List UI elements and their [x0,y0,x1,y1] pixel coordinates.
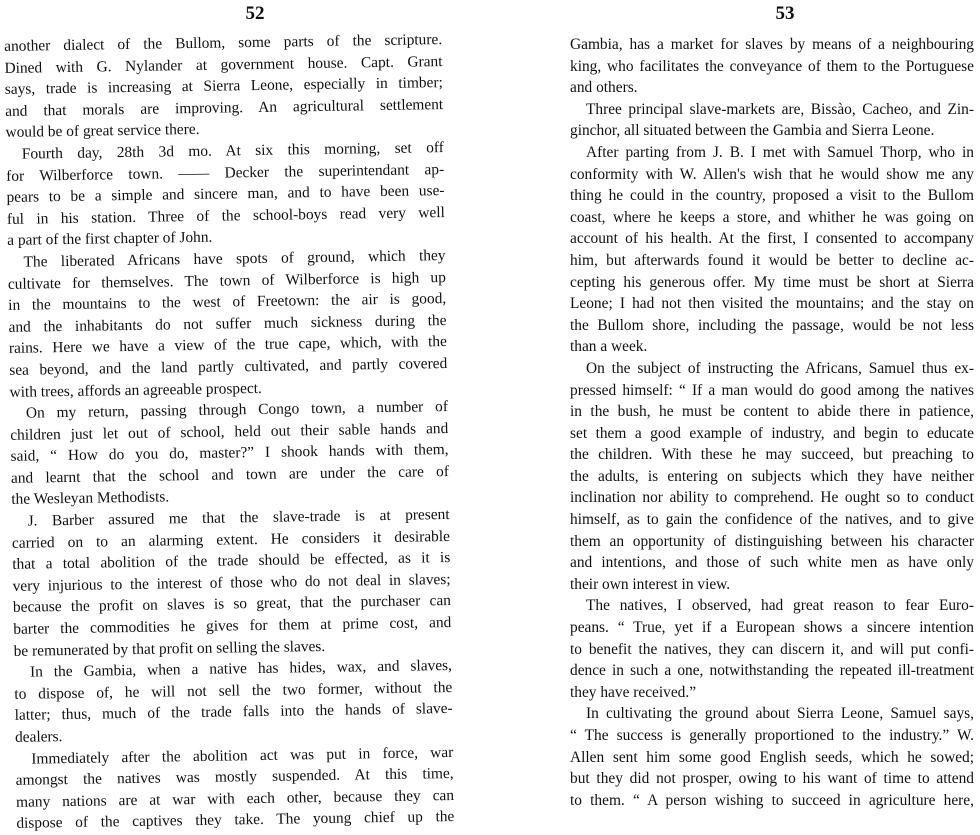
text-line: After parting from J. B. I met with Samuel Thorp, who in [586,143,974,161]
text-line: with trees, affords an agreeable prospect. [9,379,262,401]
text-line: ginchor, all situated between the Gambia and Sierra Leone. [570,122,935,140]
text-line: account of his health. At the first, I consented to accompany [570,230,974,248]
text-line: In the Gambia, when a native has hides, wax, and slaves, [29,657,453,681]
text-line: pears to be a simple and sincere man, and to have been use- [6,182,445,207]
text-line: On the subject of instructing the Africans, Samuel thus ex- [586,359,974,377]
text-line: carried on to an alarming extent. He considers it desirable [11,527,451,552]
text-line: In cultivating the ground about Sierra Leone, Samuel says, [586,705,974,723]
left-page [0,0,470,833]
page-number: 52 [245,3,265,24]
text-line: set them a good example of industry, and begin to educate [570,424,974,442]
text-line: peans. “ True, yet if a European shows a sincere intention [570,619,974,637]
text-line: very injurious to the interest of those who do not deal in slaves; [12,570,451,595]
text-line: amongst the natives was mostly suspended. At this time, [15,765,454,790]
text-line: for Wilberforce town. —— Decker the superintendant ap- [6,160,445,185]
text-line: and others. [570,79,638,97]
page-text [510,34,980,811]
text-line: Leone; I had not then visited the mountains; and the stay on [570,295,974,313]
text-line: another dialect of the Bullom, some parts of the scripture. [4,31,443,55]
text-line: and that morals are improving. An agricultural settlement [5,95,444,120]
page-text [0,29,482,835]
text-line: and intentions, and those of such white men as have only [570,554,974,572]
text-line: said, “ How do you do, master?” I shook hands with them, [10,441,449,466]
text-line: children just let out of school, held out their sable hands and [10,419,449,444]
text-line: J. Barber assured me that the slave-trade is at present [27,506,450,530]
text-line: than a week. [570,338,648,356]
text-line: that a total abolition of the trade should be effected, as it is [12,549,451,574]
text-line: to benefit the natives, they can discern it, and will put confi- [570,640,974,658]
text-line: but they did not prosper, owing to his want of time to attend [570,770,974,788]
text-line: cultivate for themselves. The town of Wilberforce is high up [7,268,446,293]
text-line: the Bullom shore, including the passage, would be not less [570,316,974,334]
text-line: barter the commodities he gives for them at prime cost, and [13,614,452,638]
text-line: Dined with G. Nylander at government house. Capt. Grant [4,52,443,77]
text-line: to dispose of, he will not sell the two former, without the [14,678,453,703]
text-line: a part of the first chapter of John. [7,229,213,250]
text-line: their own interest in view. [570,575,731,593]
text-line: would be of great service there. [5,121,200,142]
text-line: to them. “ A person wishing to succeed in agriculture here, [570,791,974,809]
text-line: ful in his station. Three of the school-boys read very well [6,203,445,228]
text-line: they have received.” [570,683,697,701]
text-line: inclination nor ability to comprehend. He ought so to conduct [570,489,974,507]
text-line: pressed himself: “ If a man would do good among the natives [570,381,974,399]
text-line: in the mountains to the west of Freetown: the air is good, [8,290,447,315]
text-line: says, trade is increasing at Sierra Leone, especially in timber; [4,74,443,99]
text-line: Immediately after the abolition act was put in force, war [31,743,454,768]
text-line: because the profit on slaves is so great, that the purchaser can [12,592,452,617]
text-line: coast, where he keeps a store, and whither he was going on [570,208,974,226]
text-line: latter; thus, much of the trade falls into the hands of slave- [14,700,453,725]
text-line: himself, as to gain the confidence of the natives, and to give [570,511,974,529]
text-line: Three principal slave-markets are, Bissào, Cacheo, and Zin- [586,100,974,118]
text-line: dispose of the captives they take. The young chief up the [16,808,455,833]
text-line: The natives, I observed, had great reason to fear Euro- [586,597,974,615]
right-page [510,0,980,809]
text-line: The liberated Africans have spots of ground, which they [23,246,446,271]
text-line: Gambia, has a market for slaves by means of a neighbouring [570,36,974,53]
text-line: thing he could in the country, proposed a visit to the Bullom [570,187,974,205]
text-line: conformity with W. Allen's wish that he would show me any [570,165,974,183]
text-line: dence in such a one, notwithstanding the repeated ill-treatment [570,662,974,680]
text-line: the children. With these he may succeed, but preaching to [570,446,974,464]
text-line: and learnt that the school and town are under the care of [10,462,450,487]
text-line: dealers. [14,728,63,746]
text-line: be remunerated by that profit on selling the slaves. [13,637,326,660]
text-line: and the inhabitants do not suffer much sickness during the [8,311,447,336]
text-line: king, who facilitates the conveyance of them to the Portuguese [570,57,974,75]
text-line: Allen sent him some good English seeds, which he sowed; [570,748,974,766]
text-line: rains. Here we have a view of the true cape, which, with the [8,333,447,358]
text-line: sea beyond, and the land partly cultivated, and partly covered [9,354,448,379]
text-line: Fourth day, 28th 3d mo. At six this morning, set off [21,139,444,163]
text-line: the adults, is entering on subjects which they have neither [570,467,974,485]
page-number: 53 [775,3,795,24]
text-line: him, but afterwards found it would be better to decline ac- [570,251,974,269]
text-line: cepting his generous offer. My time must be short at Sierra [570,273,974,291]
text-line: “ The success is generally proportioned to the industry.” W. [570,727,974,744]
text-line: the Wesleyan Methodists. [11,488,170,509]
text-line: many nations are at war with each other, because they can [15,786,455,811]
text-line: in the bush, he must be content to abide there in patience, [570,403,974,421]
text-line: them an opportunity of distinguishing between his character [570,532,974,550]
text-line: On my return, passing through Congo town, a number of [25,398,449,422]
